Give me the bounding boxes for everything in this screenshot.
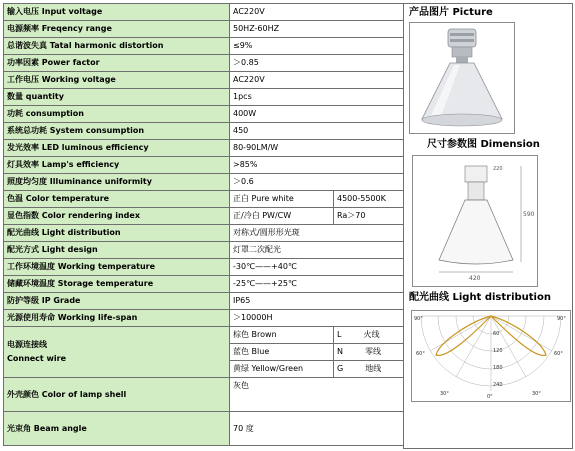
polar-tick: 30° [532,391,541,397]
dimension-drawing [412,155,538,287]
connect-wire-label-cn: 电源连接线 [7,340,47,349]
dimension-top: 220 [493,166,503,172]
spec-label: 工作环境温度 Working temperature [4,259,230,276]
spec-value: 灰色 [230,378,404,412]
table-row [4,89,404,106]
dimension-header [405,137,572,152]
table-row [4,38,404,55]
dimension-width: 420 [469,275,481,282]
spec-label: 储藏环境温度 Storage temperature [4,276,230,293]
table-row [4,157,404,174]
spec-label: 光源使用寿命 Working life-span [4,310,230,327]
polar-radius: 180 [493,365,503,371]
spec-label: 光束角 Beam angle [4,412,230,446]
spec-value-secondary: Ra＞70 [334,208,404,225]
connect-wire-label-en: Connect wire [7,354,67,363]
wire-code-letter: N [337,347,343,356]
spec-label: 总谐波失真 Tatal harmonic distortion [4,38,230,55]
spec-label: 显色指数 Color rendering index [4,208,230,225]
picture-title: 产品图片 Picture [409,7,493,18]
spec-value: ＞10000H [230,310,404,327]
table-row [4,174,404,191]
dimension-diagram-icon [413,156,537,286]
wire-name: 火线 [363,330,380,339]
spec-value: 1pcs [230,89,404,106]
product-picture [409,22,515,134]
spec-value: 80-90LM/W [230,140,404,157]
spec-label: 灯具效率 Lamp's efficiency [4,157,230,174]
spec-value: -25℃——+25℃ [230,276,404,293]
spec-label: 防护等级 IP Grade [4,293,230,310]
wire-code-letter: G [337,364,344,373]
picture-header [405,5,572,20]
polar-tick: 0° [487,394,493,400]
spec-table [3,3,404,446]
spec-label: 功耗 consumption [4,106,230,123]
dimension-height: 590 [523,211,535,218]
polar-radius: 240 [493,382,503,388]
table-row [4,310,404,327]
wire-name: 地线 [365,364,382,373]
spec-value: AC220V [230,4,404,21]
table-row [4,259,404,276]
spec-value: >85% [230,157,404,174]
spec-label: 配光曲线 Light distribution [4,225,230,242]
spec-value: 对称式/圆形形光斑 [230,225,404,242]
light-distribution-header [405,290,572,305]
spec-value: ≤9% [230,38,404,55]
table-row [4,123,404,140]
wire-color: 黄绿 Yellow/Green [230,361,334,378]
wire-name: 零线 [364,347,381,356]
polar-radius: 60 [493,331,500,337]
polar-tick: 60° [416,351,425,357]
spec-label: 输入电压 Input voltage [4,4,230,21]
wire-code [334,361,404,378]
wire-code [334,327,404,344]
spec-value: ＞0.85 [230,55,404,72]
wire-color: 蓝色 Blue [230,344,334,361]
table-row [4,21,404,38]
spec-label: 功率因素 Power factor [4,55,230,72]
polar-tick: 90° [557,316,566,322]
spec-value: 400W [230,106,404,123]
spec-value: 灯罩二次配光 [230,242,404,259]
spec-value: 50HZ-60HZ [230,21,404,38]
spec-value: 70 度 [230,412,404,446]
table-row [4,327,404,344]
light-distribution-title: 配光曲线 Light distribution [409,292,551,303]
spec-value: 450 [230,123,404,140]
table-row [4,55,404,72]
wire-color: 棕色 Brown [230,327,334,344]
table-row [4,140,404,157]
spec-label: 照度均匀度 Illuminance uniformity [4,174,230,191]
table-row [4,276,404,293]
spec-value: -30℃——+40℃ [230,259,404,276]
spec-table-body [4,4,404,446]
polar-tick: 60° [554,351,563,357]
table-row [4,191,404,208]
dimension-title: 尺寸参数图 Dimension [427,139,540,150]
table-row [4,4,404,21]
wire-code-letter: L [337,330,342,339]
spec-value: ＞0.6 [230,174,404,191]
table-row [4,412,404,446]
spec-label: 发光效率 LED luminous efficiency [4,140,230,157]
spec-value: 正白 Pure white [230,191,334,208]
spec-label: 色温 Color temperature [4,191,230,208]
spec-value-secondary: 4500-5500K [334,191,404,208]
table-row [4,293,404,310]
spec-label: 系统总功耗 System consumption [4,123,230,140]
spec-label: 外壳颜色 Color of lamp shell [4,378,230,412]
spec-label: 电源频率 Freqency range [4,21,230,38]
spec-value: IP65 [230,293,404,310]
spec-label: 数量 quantity [4,89,230,106]
polar-chart [412,311,570,401]
table-row [4,72,404,89]
table-row [4,242,404,259]
high-bay-lamp-icon [410,23,514,133]
table-row [4,225,404,242]
table-row [4,378,404,412]
polar-radius: 120 [493,348,503,354]
connect-wire-label [4,327,230,378]
spec-value: AC220V [230,72,404,89]
polar-tick: 90° [414,316,423,322]
wire-code [334,344,404,361]
spec-label: 工作电压 Working voltage [4,72,230,89]
spec-value: 正/冷白 PW/CW [230,208,334,225]
spec-label: 配光方式 Light design [4,242,230,259]
light-distribution-chart [411,310,571,402]
table-row [4,208,404,225]
polar-tick: 30° [440,391,449,397]
table-row [4,106,404,123]
